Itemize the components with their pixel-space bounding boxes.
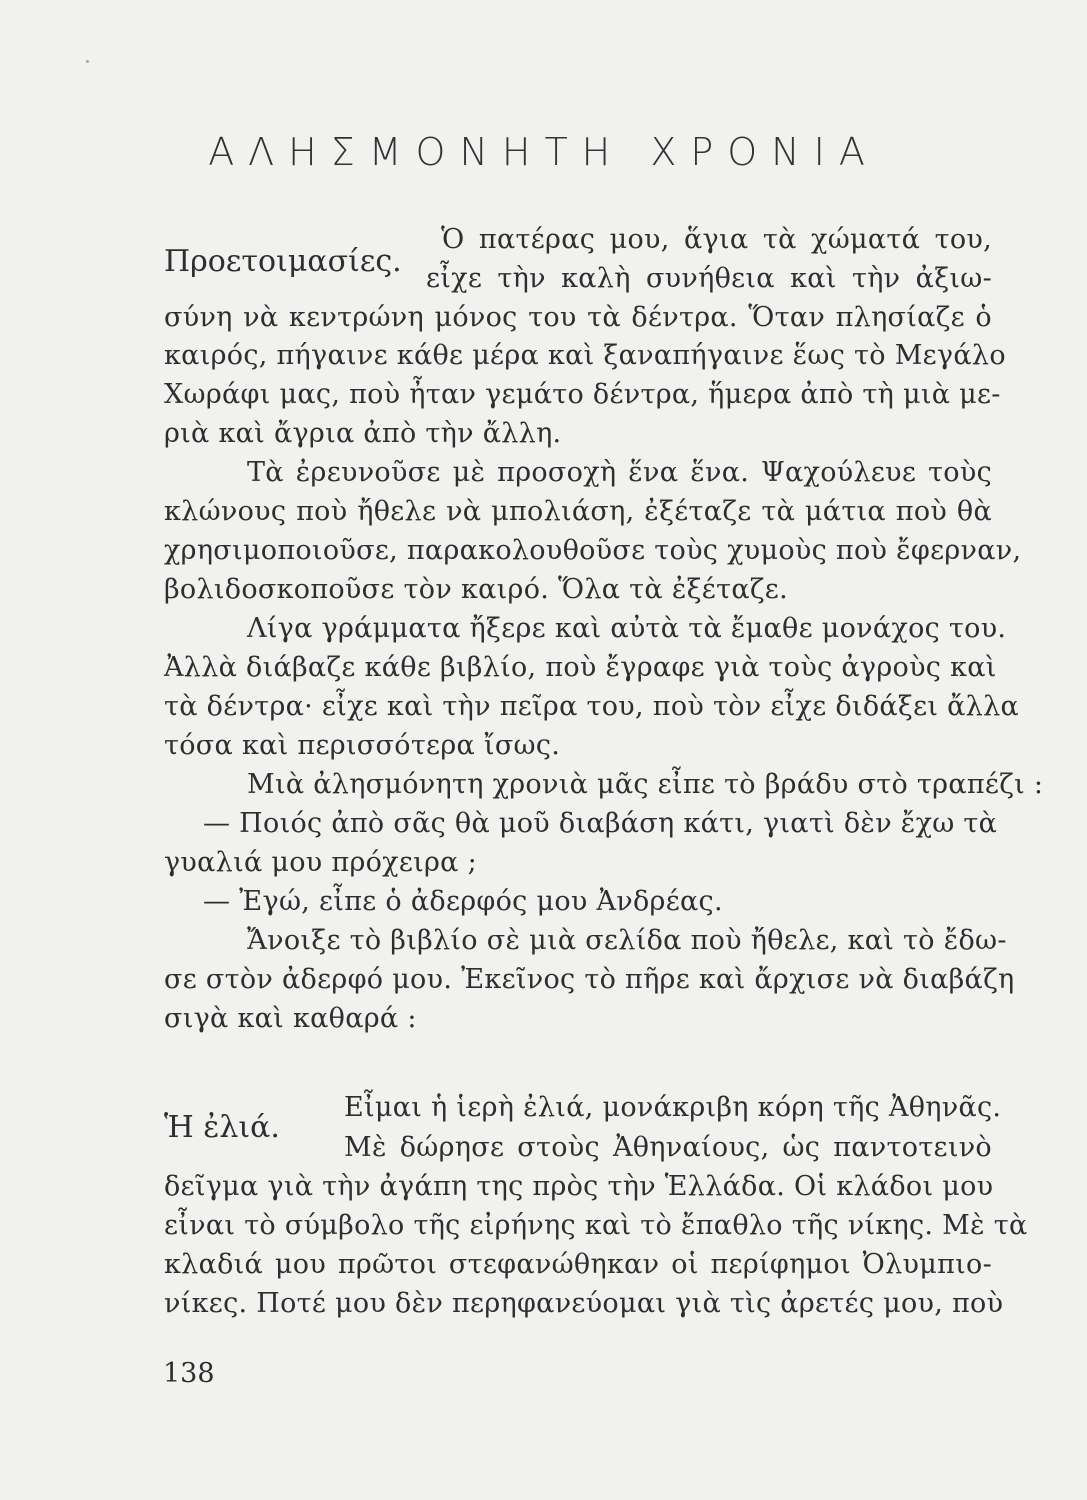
text-line: τὰ δέντρα· εἶχε καὶ τὴν πεῖρα του, ποὺ τὸν εἶχε διδάξει ἄλλα <box>164 691 1020 722</box>
text-line: εἶναι τὸ σύμβολο τῆς εἰρήνης καὶ τὸ ἔπαθλο τῆς νίκης. Μὲ τὰ <box>164 1210 1028 1241</box>
text-line: σιγὰ καὶ καθαρά : <box>164 1003 417 1034</box>
text-line: Εἶμαι ἡ ἱερὴ ἐλιά, μονάκριβη κόρη τῆς Ἀθηνᾶς. <box>344 1092 1002 1123</box>
text-line: εἶχε τὴν καλὴ συνήθεια καὶ τὴν ἀξιω- <box>426 263 992 294</box>
text-line: Χωράφι μας, ποὺ ἦταν γεμάτο δέντρα, ἥμερα ἀπὸ τὴ μιὰ με- <box>164 379 1001 410</box>
text-line: — Ἐγώ, εἶπε ὁ ἀδερφός μου Ἀνδρέας. <box>203 886 723 917</box>
page-number: 138 <box>163 1358 215 1389</box>
text-line: δεῖγμα γιὰ τὴν ἀγάπη της πρὸς τὴν Ἑλλάδα. Οἱ κλάδοι μου <box>164 1171 994 1202</box>
sidenote-preparations: Προετοιμασίες. <box>164 244 402 279</box>
text-line: Ὁ πατέρας μου, ἅγια τὰ χώματά του, <box>441 224 992 255</box>
paper-speck <box>86 60 89 63</box>
text-line: Μὲ δώρησε στοὺς Ἀθηναίους, ὡς παντοτεινὸ <box>344 1132 992 1163</box>
text-line: Μιὰ ἀλησμόνητη χρονιὰ μᾶς εἶπε τὸ βράδυ στὸ τραπέζι : <box>247 769 1044 800</box>
text-line: κλαδιά μου πρῶτοι στεφανώθηκαν οἱ περίφημοι Ὀλυμπιο- <box>164 1249 992 1280</box>
text-line: σε στὸν ἀδερφό μου. Ἐκεῖνος τὸ πῆρε καὶ ἄρχισε νὰ διαβάζη <box>164 964 1015 995</box>
sidenote-olive: Ἡ ἐλιά. <box>164 1110 280 1145</box>
text-line: σύνη νὰ κεντρώνη μόνος του τὰ δέντρα. Ὅταν πλησίαζε ὁ <box>164 302 992 333</box>
text-line: τόσα καὶ περισσότερα ἴσως. <box>164 730 561 761</box>
text-line: γυαλιά μου πρόχειρα ; <box>164 847 477 878</box>
text-line: — Ποιός ἀπὸ σᾶς θὰ μοῦ διαβάση κάτι, γιατὶ δὲν ἔχω τὰ <box>203 808 998 839</box>
text-line: ριὰ καὶ ἄγρια ἀπὸ τὴν ἄλλη. <box>164 418 562 449</box>
text-line: Ἄνοιξε τὸ βιβλίο σὲ μιὰ σελίδα ποὺ ἤθελε, καὶ τὸ ἔδω- <box>247 925 1007 956</box>
text-line: Ἀλλὰ διάβαζε κάθε βιβλίο, ποὺ ἔγραφε γιὰ τοὺς ἀγροὺς καὶ <box>164 652 997 683</box>
text-line: βολιδοσκοποῦσε τὸν καιρό. Ὅλα τὰ ἐξέταζε. <box>164 574 788 605</box>
text-line: Τὰ ἐρευνοῦσε μὲ προσοχὴ ἕνα ἕνα. Ψαχούλευε τοὺς <box>247 457 992 488</box>
text-line: Λίγα γράμματα ἤξερε καὶ αὐτὰ τὰ ἔμαθε μονάχος του. <box>247 613 1007 644</box>
text-line: νίκες. Ποτέ μου δὲν περηφανεύομαι γιὰ τὶς ἀρετές μου, ποὺ <box>164 1288 1004 1319</box>
text-line: χρησιμοποιοῦσε, παρακολουθοῦσε τοὺς χυμοὺς ποὺ ἔφερναν, <box>164 535 1022 566</box>
text-line: καιρός, πήγαινε κάθε μέρα καὶ ξαναπήγαινε ἕως τὸ Μεγάλο <box>164 340 1006 371</box>
page-title: ΑΛΗΣΜΟΝΗΤΗ ΧΡΟΝΙΑ <box>208 130 879 174</box>
text-line: κλώνους ποὺ ἤθελε νὰ μπολιάση, ἐξέταζε τὰ μάτια ποὺ θὰ <box>164 496 992 527</box>
